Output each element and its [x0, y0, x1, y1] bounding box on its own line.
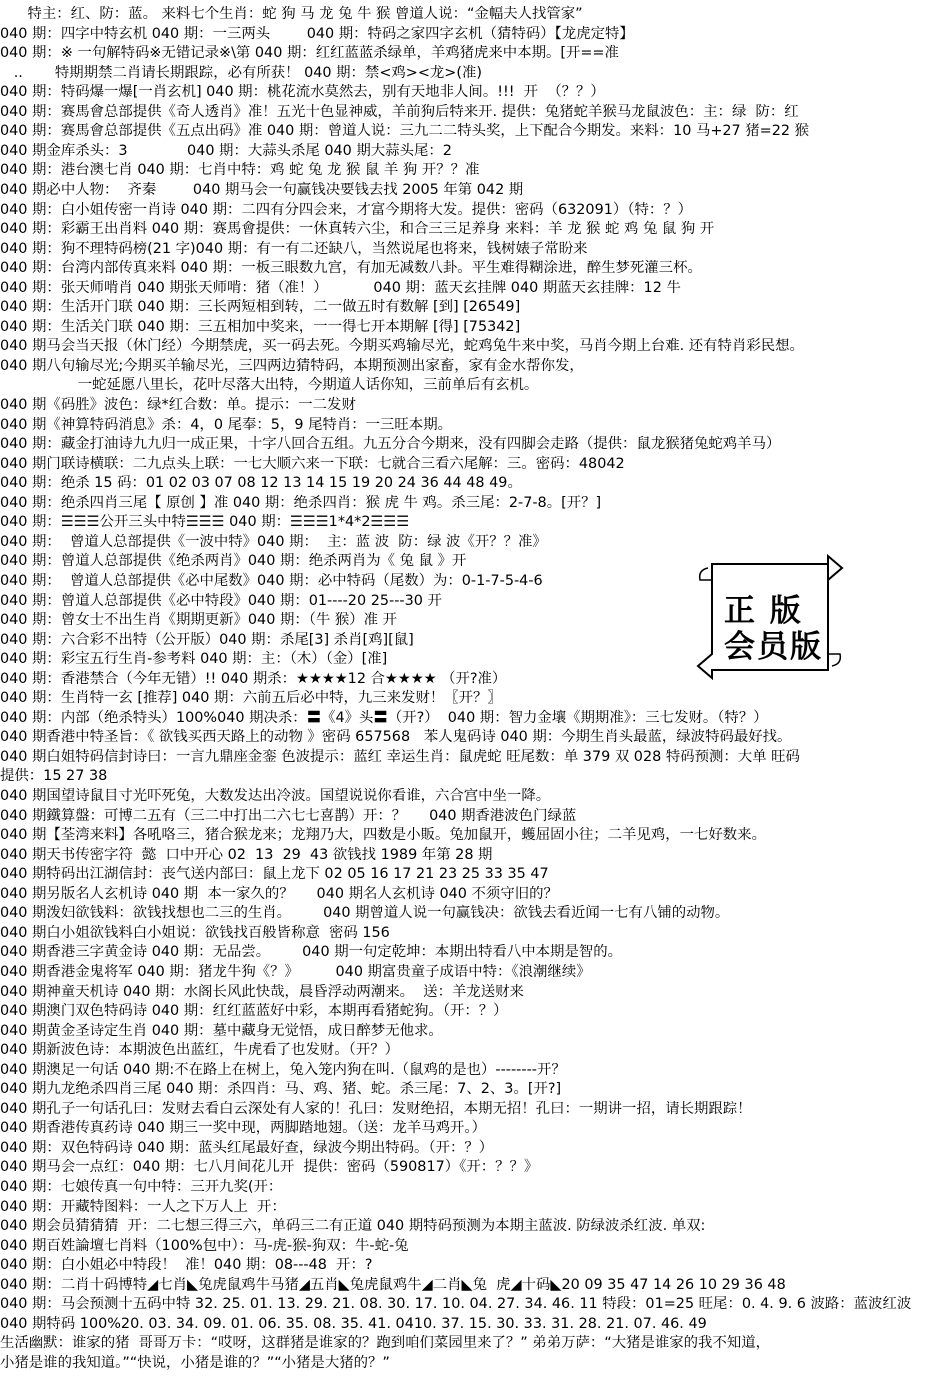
- text-line: 040 期白小姐欲钱料白小姐说：欲钱找百般皆称意 密码 156: [0, 925, 390, 941]
- genuine-member-edition-stamp: [690, 550, 850, 680]
- text-line: 040 期：赛馬會总部提供《五点出码》准 040 期：曾道人说：三九二二特头奖，上下配合今期发。来料：10 马+27 猪=22 猴: [0, 123, 810, 139]
- stamp-line-1: 正 版: [724, 593, 803, 629]
- text-line: 040 期：☰☰☰公开三头中特☰☰☰ 040 期：☰☰☰1*4*2☰☰☰: [0, 514, 410, 530]
- text-line: 040 期马会一点红：040 期：七八月间花儿开 提供：密码（590817）《开：？？》: [0, 1159, 539, 1175]
- text-line: 040 期神童天机诗 040 期：水阁长风此快哉，晨昏浮动两潮来。 送：羊龙送财来: [0, 984, 524, 1000]
- text-line: 040 期：开藏特图料：一人之下万人上 开：: [0, 1199, 286, 1215]
- text-line: 040 期孔子一句话孔曰：发财去看白云深处有人家的！孔曰：发财绝招，本期无招！孔曰：一期讲一招，请长期跟踪！: [0, 1101, 752, 1117]
- text-line: 040 期：张天师啃肖 040 期张天师啃：猪（准！） 040 期：蓝天玄挂牌 040 期蓝天玄挂牌：12 牛: [0, 280, 681, 296]
- text-line: 040 期香港金鬼将军 040 期：猪龙牛狗《？》 040 期富贵童子成语中特：《浪潮继续》: [0, 964, 591, 980]
- text-line: 040 期《码胜》波色：绿*红合数：单。提示：一二发财: [0, 397, 356, 413]
- text-line: 040 期：绝杀 15 码：01 02 03 07 08 12 13 14 15 19 20 24 36 44 48 49。: [0, 475, 522, 491]
- text-line: 040 期：曾道人总部提供《必中特段》040 期：01----20 25---30 开: [0, 593, 442, 609]
- text-line: 040 期白姐特码信封诗曰：一言九鼎座金銮 色波提示：蓝红 幸运生肖：鼠虎蛇 旺尾数：单 379 双 028 特码预测：大单 旺码: [0, 749, 800, 765]
- text-line: 040 期马会当天报（休门经）今期禁虎，买一码去死。今期买鸡输尽光，蛇鸡兔牛来中奖，马肖今期上台难. 还有特肖彩民想。: [0, 338, 804, 354]
- text-line: 040 期八句输尽光;今期买羊输尽光，三四两边猜特码，本期预测出家畜，家有金水帮你发，: [0, 358, 584, 374]
- text-line: 一蛇延愿八里长，花叶尽落大出特，今期道人话你知，三前单后有玄机。: [0, 377, 539, 393]
- text-line: 040 期特码出江湖信封：丧气送内部曰：鼠上龙下 02 05 16 17 21 23 25 33 35 47: [0, 866, 549, 882]
- text-line: 040 期特码 100%20. 03. 34. 09. 01. 06. 35. 08. 35. 41. 0410. 37. 15. 30. 33. 31. 28. 21. 07. 46. 49: [0, 1316, 707, 1332]
- text-line: 040 期：白小姐传密一肖诗 040 期：二四有分四会来，才富今期将大发。提供：密码（632091）（特：？）: [0, 202, 693, 218]
- text-line: 040 期香港传真药诗 040 期三一奖中现，两脚踏地翅。（送：龙羊马鸡开。）: [0, 1120, 486, 1136]
- text-line: 040 期： 曾道人总部提供《必中尾数》040 期：必中特码（尾数）为：0-1-7-5-4-6: [0, 573, 543, 589]
- text-line: 特主：红、防：蓝。 来料七个生肖：蛇 狗 马 龙 兔 牛 猴 曾道人说：“金幅夫人找管家”: [0, 6, 583, 22]
- text-line: 040 期九龙绝杀四肖三尾 040 期：杀四肖：马、鸡、猪、蛇。杀三尾：7、2、3。[开?]: [0, 1081, 562, 1097]
- text-line: .. 特期期禁二肖请长期跟踪，必有所获！ 040 期：禁<鸡><龙>(准): [0, 65, 482, 81]
- stamp-line-2: 会员版: [724, 629, 823, 665]
- text-line: 生活幽默：谁家的猪 哥哥万卡：“哎呀，这群猪是谁家的？跑到咱们菜园里来了？” 弟弟万萨：“大猪是谁家的我不知道，: [0, 1335, 771, 1351]
- text-line: 040 期泼妇欲钱料：欲钱找想也二三的生肖。 040 期曾道人说一句赢钱决：欲钱去看近闻一七有八铺的动物。: [0, 905, 730, 921]
- text-line: 040 期另版名人玄机诗 040 期 本一家久的？ 040 期名人玄机诗 040 不须守旧的？: [0, 886, 558, 902]
- text-line: 040 期：内部（绝杀特头）100%040 期决杀：〓《4》头〓（开?） 040 期：智力金壤《期期准》：三七发财。（特？）: [0, 710, 768, 726]
- text-line: 040 期： 曾道人总部提供《一波中特》040 期： 主：蓝 波 防：绿 波《开？？准》: [0, 534, 547, 550]
- text-line: 040 期天书传密字符 懿 口中开心 02 13 29 43 欲钱找 1989 年第 28 期: [0, 847, 493, 863]
- text-line: 040 期《神算特码消息》杀：4，0 尾奉：5，9 尾特肖：一三旺本期。: [0, 417, 452, 433]
- text-line: 040 期：台湾内部传真来料 040 期：一板三眼数九宫，有加无减数八卦。平生难得糊涂进，醉生梦死灌三杯。: [0, 260, 702, 276]
- text-line: 040 期：藏金打油诗九九归一成正果，十字八回合五组。九五分合今期来，没有四脚会走路（提供：鼠龙猴猪兔蛇鸡羊马）: [0, 436, 781, 452]
- text-line: 040 期鐵算盤：可博二五有（三二中打出二六七七喜鹊）开：？ 040 期香港波色门绿蓝: [0, 808, 577, 824]
- text-line: 040 期【荃湾来料】各吼咯三，猪合猴龙来；龙翔乃大，四数是小販。兔加鼠开，蠖屈固小往；二羊见鸡，一七好数来。: [0, 827, 766, 843]
- text-line: 040 期必中人物： 齐秦 040 期马会一句赢钱决要钱去找 2005 年第 042 期: [0, 182, 524, 198]
- text-line: 040 期香港三字黄金诗 040 期：无品尝。 040 期一句定乾坤：本期出特看八中本期是智的。: [0, 944, 623, 960]
- text-line: 040 期新波色诗：本期波色出蓝红，牛虎看了也发财。（开？）: [0, 1042, 399, 1058]
- text-line: 040 期：曾女士不出生肖《期期更新》040 期：（牛 猴）准 开: [0, 612, 398, 628]
- text-line: 040 期：四字中特玄机 040 期：一三两头 040 期：特码之家四字玄机（猜特码）【龙虎定特】: [0, 26, 634, 42]
- text-line: 040 期：马会预测十五码中特 32. 25. 01. 13. 29. 21. 08. 30. 17. 10. 04. 27. 34. 46. 11 特段：01=25 旺尾：0. 4. 9. 6 波路：蓝波红波: [0, 1296, 912, 1312]
- text-line: 040 期：※ 一句解特码※无错记录※\第 040 期：红红蓝蓝杀绿单，羊鸡猪虎来中本期。[开==准: [0, 45, 619, 61]
- text-line: 040 期金库杀头：3 040 期：大蒜头杀尾 040 期大蒜头尾：2: [0, 143, 452, 159]
- text-line: 小猪是谁的我知道。”“快说，小猪是谁的？”“小猪是大猪的？”: [0, 1355, 390, 1371]
- text-line: 040 期：白小姐必中特段！ 准！040 期：08---48 开：?: [0, 1257, 373, 1273]
- text-line: 040 期：彩宝五行生肖-参考料 040 期：主：（木）（金）[准]: [0, 651, 388, 667]
- text-line: 040 期国望诗鼠目寸光吓死兔，大数发达出冷波。国望说说你看谁，六合宫中坐一降。: [0, 788, 551, 804]
- text-line: 040 期澳门双色特码诗 040 期：红红蓝蓝好中彩，本期再看猪蛇狗。（开：？）: [0, 1003, 508, 1019]
- text-line: 040 期香港中特圣旨：《 欲钱买西天路上的动物 》密码 657568 苯人鬼码诗 040 期：今期生肖头最蓝，绿波特码最好找。: [0, 729, 792, 745]
- text-line: 040 期门联诗横联：二九点头上联：一七大顺六来一下联：七就合三看六尾解：三。密码：48042: [0, 456, 625, 472]
- text-line: 040 期：绝杀四肖三尾【 原创 】准 040 期：绝杀四肖：猴 虎 牛 鸡。杀三尾：2-7-8。[开？]: [0, 495, 602, 511]
- text-line: 040 期百姓論壇七肖料（100%包中）：马-虎-猴-狗双：牛-蛇-兔: [0, 1238, 409, 1254]
- text-line: 040 期：港台澳七肖 040 期：七肖中特：鸡 蛇 兔 龙 猴 鼠 羊 狗 开？？准: [0, 162, 480, 178]
- text-line: 040 期：赛馬會总部提供《奇人透肖》准！五光十色显神威，羊前狗后特来开. 提供：兔猪蛇羊猴马龙鼠波色：主：绿 防：红: [0, 104, 799, 120]
- text-line: 040 期：香港禁合（今年无错）!! 040 期杀：★★★★12 合★★★★ （开?准）: [0, 671, 507, 687]
- text-line: 040 期澳足一句话 040 期:不在路上在树上，兔入笼内狗在叫.（鼠鸡的是也）--------开？: [0, 1062, 566, 1078]
- text-line: 040 期：彩霸王出肖料 040 期：赛馬會提供：一休真转六尘，和合三三足养身 来料：羊 龙 猴 蛇 鸡 兔 鼠 狗 开: [0, 221, 715, 237]
- text-line: 040 期：曾道人总部提供《绝杀两肖》040 期：绝杀两肖为《 兔 鼠 》开: [0, 553, 467, 569]
- text-line: 040 期：六合彩不出特（公开版）040 期：杀尾[3] 杀肖[鸡][鼠]: [0, 632, 414, 648]
- text-line: 040 期：二肖十码博特◢七肖◣兔虎鼠鸡牛马猪◢五肖◣兔虎鼠鸡牛◢二肖◣兔 虎◢十码◣20 09 35 47 14 26 10 29 36 48: [0, 1277, 786, 1293]
- text-line: 040 期：特码爆一爆[一肖玄机] 040 期：桃花流水莫然去，别有天地非人间。!!! 开 （？？）: [0, 84, 605, 100]
- text-line: 040 期：狗不理特码榜(21 字)040 期：有一有二还缺八，当然说尾也将来，钱树婊子常盼来: [0, 241, 588, 257]
- text-line: 040 期：双色特码诗 040 期：蓝头红尾最好查，绿波今期出特码。（开：？）: [0, 1140, 494, 1156]
- text-line: 040 期：生活开门联 040 期：三长两短相到转，二一做五时有数解 [到] [26549]: [0, 299, 521, 315]
- text-line: 040 期：七娘传真一句中特：三开九奖(开：: [0, 1179, 283, 1195]
- text-line: 提供：15 27 38: [0, 768, 108, 784]
- text-line: 040 期黄金圣诗定生肖 040 期：墓中藏身无觉悟，成日醉梦无他求。: [0, 1023, 443, 1039]
- text-line: 040 期会员猜猜猜 开：二七想三得三六，单码三二有正道 040 期特码预测为本期主蓝波. 防绿波杀红波. 单双:: [0, 1218, 706, 1234]
- text-line: 040 期：生肖特一玄 [推荐] 040 期：六前五后必中特，九三来发财！〖开？〗: [0, 690, 502, 706]
- text-line: 040 期：生活关门联 040 期：三五相加中奖来，一一得七开本期解 [得] [75342]: [0, 319, 521, 335]
